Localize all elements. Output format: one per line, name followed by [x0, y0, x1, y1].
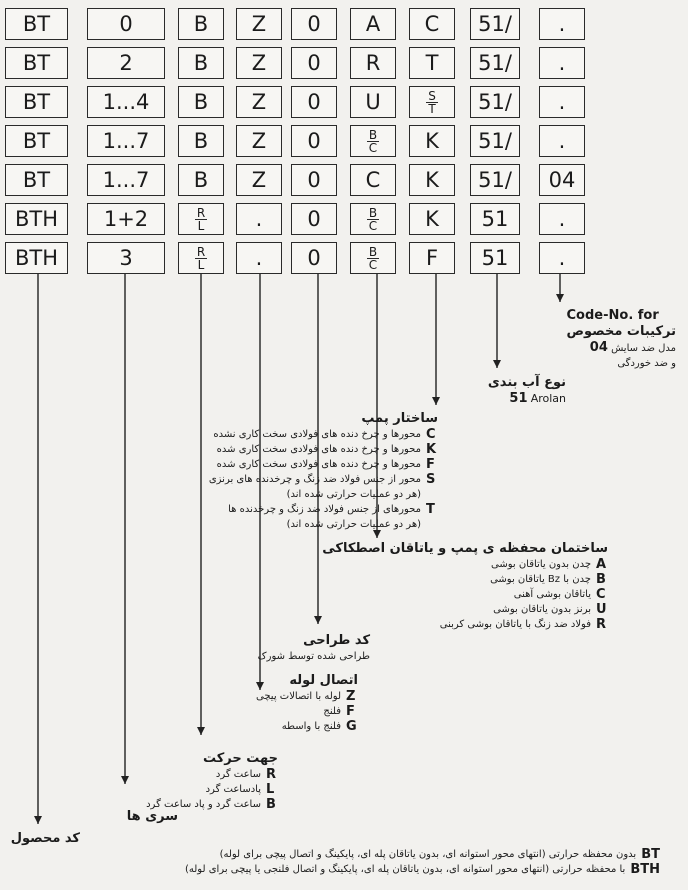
- code-grid: [0, 0, 688, 300]
- series-block: [127, 808, 178, 825]
- grid-cell-r6-c8: .: [539, 242, 585, 274]
- code-no-line1-code: 04: [589, 340, 608, 355]
- product-block: [0, 830, 660, 877]
- grid-cell-r3-c4: 0: [291, 125, 337, 157]
- seal-block: [488, 374, 566, 407]
- pump-structure-item-text: (هر دو عملیات حرارتی شده اند): [286, 489, 421, 500]
- grid-cell-r6-c4: 0: [291, 242, 337, 274]
- grid-cell-r5-c6: K: [409, 203, 455, 235]
- housing-item-code: U: [596, 602, 607, 617]
- housing-item-text: برنز بدون یاتاقان بوشی: [493, 604, 591, 615]
- grid-cell-r1-c7: 51/: [470, 47, 520, 79]
- housing-item: [322, 587, 608, 602]
- grid-cell-r0-c8: .: [539, 8, 585, 40]
- pump-structure-item: [209, 427, 438, 442]
- pipe-item: [256, 719, 358, 734]
- rotation-item: [146, 767, 278, 782]
- grid-cell-r0-c5: A: [350, 8, 396, 40]
- pipe-item-text: فلنج با واسطه: [281, 721, 341, 732]
- grid-cell-r2-c2: B: [178, 86, 224, 118]
- pipe-item-code: Z: [346, 689, 356, 704]
- pump-structure-item-text: محورها و چرخ دنده های فولادی سخت کاری شده: [216, 444, 421, 455]
- design-title: کد طراحی: [303, 633, 370, 648]
- grid-cell-r3-c6: K: [409, 125, 455, 157]
- pipe-item-code: G: [346, 719, 357, 734]
- grid-cell-r3-c3: Z: [236, 125, 282, 157]
- grid-cell-r4-c1: 1...7: [87, 164, 165, 196]
- housing-item: [322, 572, 608, 587]
- pump-structure-item: [209, 487, 438, 502]
- grid-cell-r1-c3: Z: [236, 47, 282, 79]
- product-item-code: BT: [641, 847, 660, 862]
- grid-cell-r6-c0: BTH: [5, 242, 68, 274]
- rotation-item: [146, 782, 278, 797]
- design-block: [258, 632, 370, 664]
- rotation-item-code: B: [266, 797, 276, 812]
- grid-cell-r6-c6: F: [409, 242, 455, 274]
- grid-cell-r2-c3: Z: [236, 86, 282, 118]
- pump-structure-item: [209, 517, 438, 532]
- arrowhead: [314, 616, 322, 624]
- housing-item-text: چدن بدون یاتاقان بوشی: [490, 559, 591, 570]
- pump-structure-item-text: محورها و چرخ دنده های فولادی سخت کاری شده: [216, 459, 421, 470]
- grid-cell-r4-c7: 51/: [470, 164, 520, 196]
- pump-structure-item-code: C: [426, 427, 436, 442]
- pump-structure-item-text: محورهای از جنس فولاد ضد زنگ و چرخدنده ها: [228, 504, 421, 515]
- rotation-block: [146, 750, 278, 812]
- arrowhead: [432, 397, 440, 405]
- pump-structure-item-text: محورها و چرخ دنده های فولادی سخت کاری نشده: [213, 429, 421, 440]
- seal-code: 51: [509, 391, 528, 406]
- housing-item: [322, 602, 608, 617]
- grid-cell-r2-c6: S T: [409, 86, 455, 118]
- pump-structure-item-code: F: [426, 457, 435, 472]
- pipe-item: [256, 704, 358, 719]
- grid-cell-r1-c1: 2: [87, 47, 165, 79]
- pipe-item-text: لوله با اتصالات پیچی: [256, 691, 341, 702]
- grid-cell-r2-c7: 51/: [470, 86, 520, 118]
- code-no-title-en: Code-No. for: [566, 308, 659, 323]
- grid-cell-r1-c4: 0: [291, 47, 337, 79]
- grid-cell-r5-c3: .: [236, 203, 282, 235]
- code-no-line2: و ضد خوردگی: [617, 358, 676, 369]
- housing-item-code: B: [596, 572, 606, 587]
- grid-cell-r1-c2: B: [178, 47, 224, 79]
- grid-cell-r1-c6: T: [409, 47, 455, 79]
- product-item: [0, 847, 660, 862]
- grid-cell-r3-c1: 1...7: [87, 125, 165, 157]
- code-no-block: [567, 308, 676, 371]
- seal-line: [488, 391, 566, 407]
- pipe-item-text: فلنج: [323, 706, 341, 717]
- pipe-item: [256, 689, 358, 704]
- grid-cell-r4-c8: 04: [539, 164, 585, 196]
- grid-cell-r2-c0: BT: [5, 86, 68, 118]
- housing-item: [322, 557, 608, 572]
- pump-structure-item-text: (هر دو عملیات حرارتی شده اند): [286, 519, 421, 530]
- grid-cell-r2-c8: .: [539, 86, 585, 118]
- product-item-code: BTH: [630, 862, 660, 877]
- housing-item-text: چدن با Bz یاتاقان بوشی: [490, 574, 591, 585]
- rotation-item-text: پادساعت گرد: [205, 784, 261, 795]
- grid-cell-r0-c3: Z: [236, 8, 282, 40]
- pipe-block: [256, 672, 358, 734]
- grid-cell-r6-c3: .: [236, 242, 282, 274]
- housing-item-text: یاتاقان بوشی آهنی: [513, 589, 591, 600]
- grid-cell-r4-c3: Z: [236, 164, 282, 196]
- grid-cell-r2-c5: U: [350, 86, 396, 118]
- code-no-line1: [567, 340, 676, 356]
- pump-structure-item-code: T: [426, 502, 435, 517]
- grid-cell-r0-c2: B: [178, 8, 224, 40]
- pump-structure-item: [209, 502, 438, 517]
- grid-cell-r3-c7: 51/: [470, 125, 520, 157]
- seal-title: نوع آب بندی: [487, 375, 566, 390]
- rotation-item-code: L: [266, 782, 275, 797]
- grid-cell-r4-c5: C: [350, 164, 396, 196]
- housing-item-code: C: [596, 587, 606, 602]
- pipe-title: اتصال لوله: [289, 673, 358, 688]
- grid-cell-r0-c4: 0: [291, 8, 337, 40]
- arrowhead: [34, 816, 42, 824]
- grid-cell-r1-c8: .: [539, 47, 585, 79]
- pump-structure-item: [209, 442, 438, 457]
- pump-structure-item-code: K: [426, 442, 437, 457]
- housing-item: [322, 617, 608, 632]
- housing-title: ساختمان محفظه ی پمپ و یاتاقان اصطکاکی: [322, 541, 608, 556]
- pump-structure-item: [209, 472, 438, 487]
- housing-item-code: A: [596, 557, 607, 572]
- housing-block: [322, 540, 608, 632]
- pump-structure-item: [209, 457, 438, 472]
- rotation-item-text: ساعت گرد: [215, 769, 261, 780]
- pump-structure-title: ساختار پمپ: [361, 411, 438, 426]
- grid-cell-r4-c6: K: [409, 164, 455, 196]
- grid-cell-r2-c1: 1...4: [87, 86, 165, 118]
- pump-structure-item-code: S: [426, 472, 436, 487]
- product-item-text: بدون محفظه حرارتی (انتهای محور استوانه ای، بدون یاتاقان پله ای، پایکینگ و اتصال پیچی برای لوله): [219, 849, 637, 860]
- code-no-line1-text: مدل ضد سایش: [611, 343, 676, 354]
- rotation-item-code: R: [266, 767, 277, 782]
- seal-value: Arolan: [530, 392, 566, 405]
- grid-cell-r5-c2: R L: [178, 203, 224, 235]
- housing-item-text: فولاد ضد زنگ با یاتاقان بوشی کربنی: [439, 619, 591, 630]
- grid-cell-r5-c1: 1+2: [87, 203, 165, 235]
- grid-cell-r3-c2: B: [178, 125, 224, 157]
- grid-cell-r1-c0: BT: [5, 47, 68, 79]
- grid-cell-r4-c0: BT: [5, 164, 68, 196]
- grid-cell-r6-c2: R L: [178, 242, 224, 274]
- grid-cell-r1-c5: R: [350, 47, 396, 79]
- product-item-text: با محفظه حرارتی (انتهای محور استوانه ای، بدون یاتاقان پله ای، پایکینگ و اتصال فلنجی یا پیچی برای لوله): [185, 864, 626, 875]
- series-title: سری ها: [126, 809, 178, 824]
- grid-cell-r0-c7: 51/: [470, 8, 520, 40]
- product-item: [0, 862, 660, 877]
- grid-cell-r5-c0: BTH: [5, 203, 68, 235]
- grid-cell-r4-c4: 0: [291, 164, 337, 196]
- grid-cell-r5-c4: 0: [291, 203, 337, 235]
- product-title: کد محصول: [10, 831, 80, 846]
- grid-cell-r4-c2: B: [178, 164, 224, 196]
- grid-cell-r5-c7: 51: [470, 203, 520, 235]
- grid-cell-r0-c0: BT: [5, 8, 68, 40]
- grid-cell-r0-c1: 0: [87, 8, 165, 40]
- grid-cell-r6-c1: 3: [87, 242, 165, 274]
- arrowhead: [121, 776, 129, 784]
- grid-cell-r6-c5: B C: [350, 242, 396, 274]
- pipe-item-code: F: [346, 704, 355, 719]
- arrowhead: [493, 360, 501, 368]
- grid-cell-r0-c6: C: [409, 8, 455, 40]
- design-text: طراحی شده توسط شورک: [257, 651, 370, 662]
- pump-structure-block: [209, 410, 438, 532]
- code-no-title-fa: ترکیبات مخصوص: [566, 324, 676, 339]
- rotation-item-text: ساعت گرد و پاد ساعت گرد: [146, 799, 261, 810]
- grid-cell-r5-c5: B C: [350, 203, 396, 235]
- grid-cell-r3-c5: B C: [350, 125, 396, 157]
- grid-cell-r5-c8: .: [539, 203, 585, 235]
- pump-structure-item-text: محور از جنس فولاد ضد زنگ و چرخدنده های برنزی: [208, 474, 421, 485]
- rotation-title: جهت حرکت: [202, 751, 278, 766]
- housing-item-code: R: [596, 617, 607, 632]
- grid-cell-r3-c0: BT: [5, 125, 68, 157]
- arrowhead: [197, 727, 205, 735]
- grid-cell-r6-c7: 51: [470, 242, 520, 274]
- grid-cell-r2-c4: 0: [291, 86, 337, 118]
- grid-cell-r3-c8: .: [539, 125, 585, 157]
